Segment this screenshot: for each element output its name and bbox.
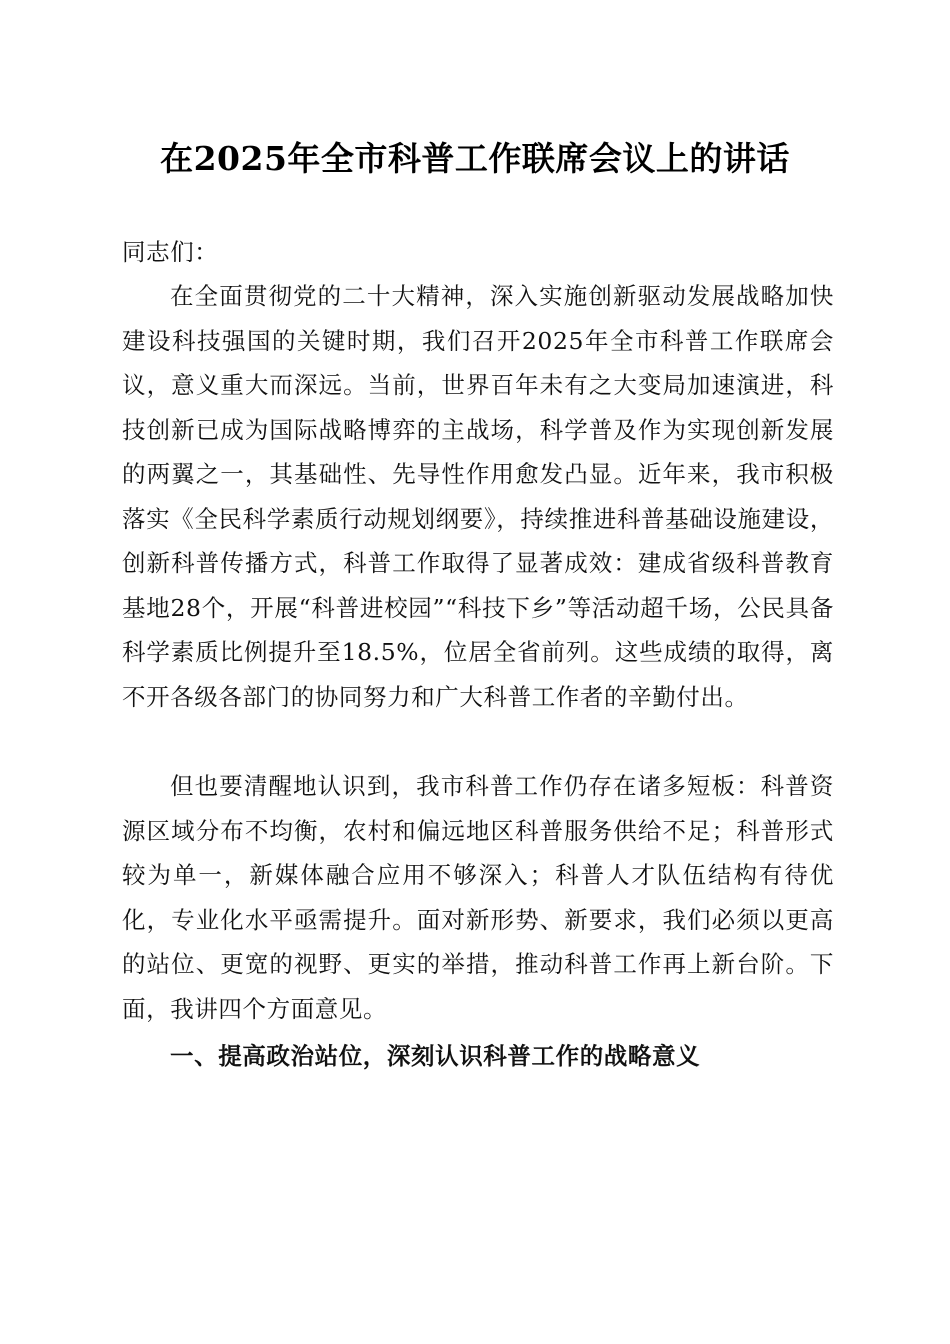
paragraph-2: 但也要清醒地认识到，我市科普工作仍存在诸多短板：科普资源区域分布不均衡，农村和偏远地区科普服务供给不足；科普形式较为单一，新媒体融合应用不够深入；科普人才队伍结构有待优化，专业化水平亟需提升。面对新形势、新要求，我们必须以更高的站位、更宽的视野、更实的举措，推动科普工作再上新台阶。下面，我讲四个方面意见。 [122, 772, 834, 1023]
paragraph-1: 在全面贯彻党的二十大精神，深入实施创新驱动发展战略加快建设科技强国的关键时期，我们召开2025年全市科普工作联席会议，意义重大而深远。当前，世界百年未有之大变局加速演进，科技创新已成为国际战略博弈的主战场，科学普及作为实现创新发展的两翼之一，其基础性、先导性作用愈发凸显。近年来，我市积极落实《全民科学素质行动规划纲要》，持续推进科普基础设施建设，创新科普传播方式，科普工作取得了显著成效：建成省级科普教育基地28个，开展“科普进校园”“科技下乡”等活动超千场，公民具备科学素质比例提升至18.5%，位居全省前列。这些成绩的取得，离不开各级各部门的协同努力和广大科普工作者的辛勤付出。 [122, 282, 834, 711]
section-heading-1: 一、提高政治站位，深刻认识科普工作的战略意义 [170, 1042, 701, 1070]
salutation: 同志们： [122, 238, 219, 266]
document-title: 在2025年全市科普工作联席会议上的讲话 [160, 139, 790, 178]
